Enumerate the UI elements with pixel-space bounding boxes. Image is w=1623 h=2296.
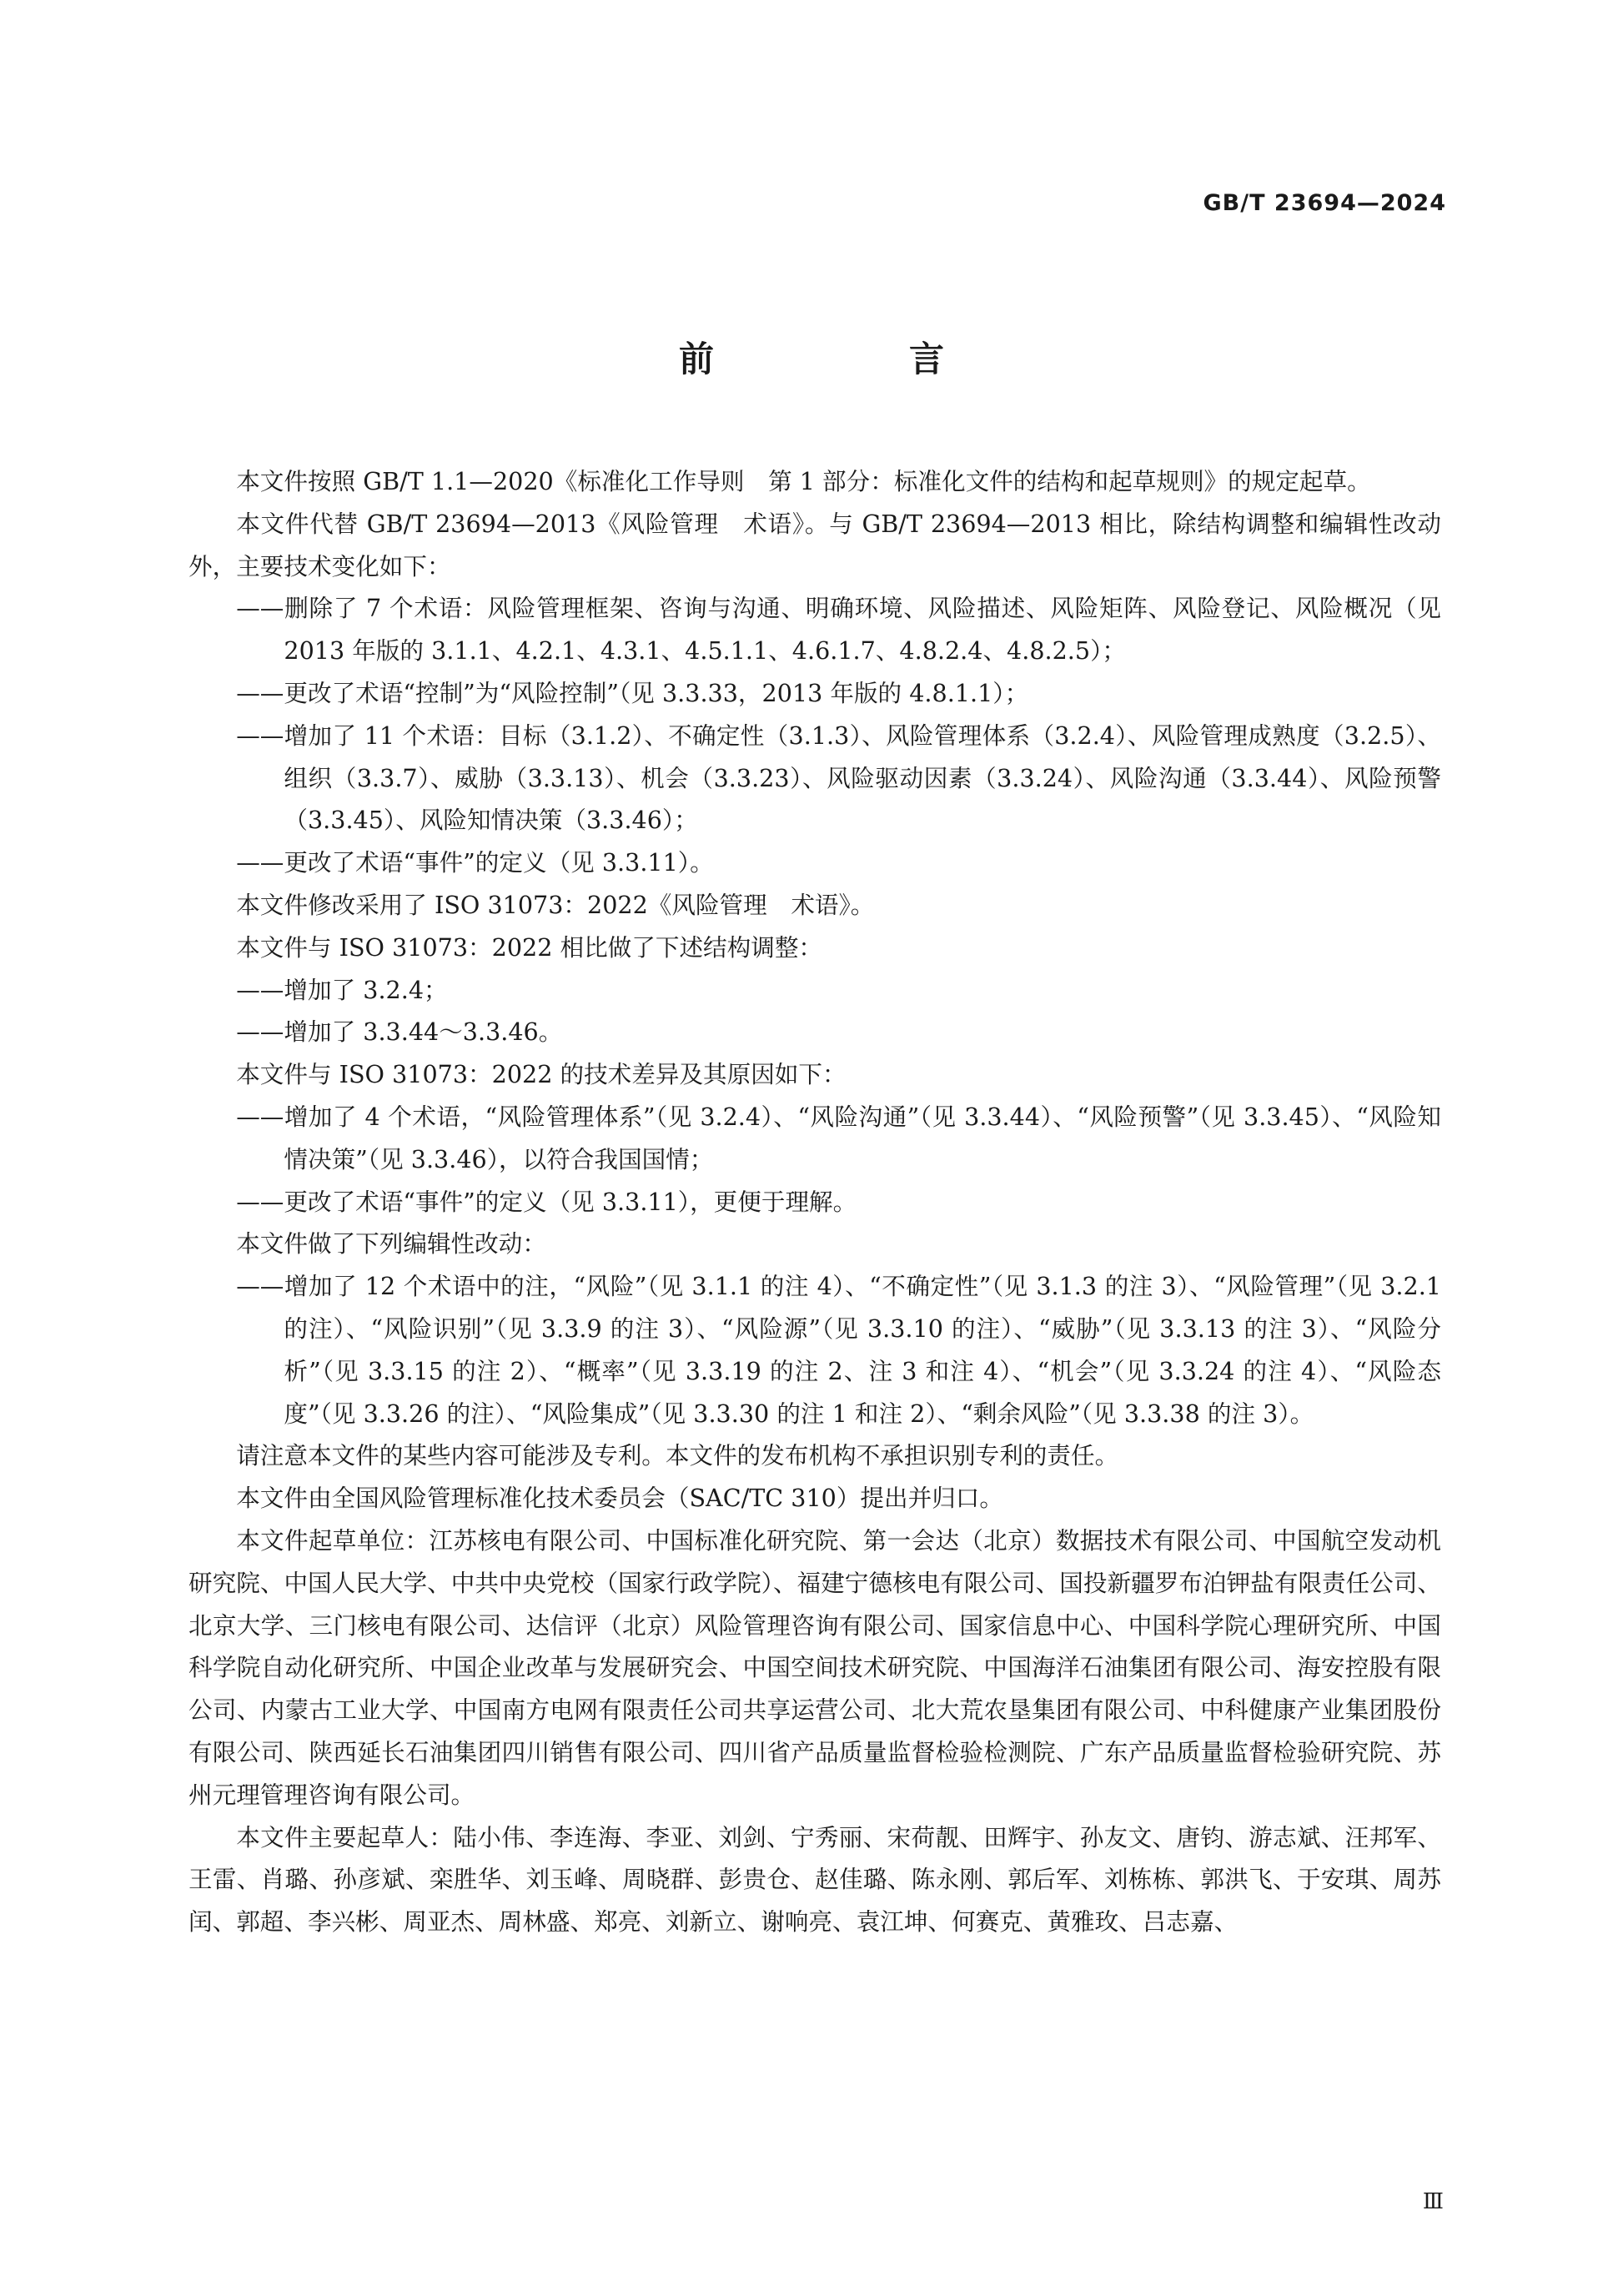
list-item-added-4-terms: ——增加了 4 个术语，“风险管理体系”（见 3.2.4）、“风险沟通”（见 3.3.44）、“风险预警”（见 3.3.45）、“风险知情决策”（见 3.3.46），以符合我国国情； <box>236 1102 1441 1173</box>
list-item-added-3-3-44: ——增加了 3.3.44～3.3.46。 <box>236 1017 563 1047</box>
list-item-deleted-terms: ——删除了 7 个术语：风险管理框架、咨询与沟通、明确环境、风险描述、风险矩阵、风险登记、风险概况（见 2013 年版的 3.1.1、4.2.1、4.3.1、4.5.1.1、4.6.1.7、4.8.2.4、4.8.2.5）； <box>236 594 1441 666</box>
list-item-changed-control: ——更改了术语“控制”为“风险控制”（见 3.3.33，2013 年版的 4.8.1.1）； <box>236 678 1029 707</box>
paragraph-replacement: 本文件代替 GB/T 23694—2013《风险管理 术语》。与 GB/T 23694—2013 相比，除结构调整和编辑性改动外，主要技术变化如下： <box>188 509 1441 580</box>
list-item-added-terms: ——增加了 11 个术语：目标（3.1.2）、不确定性（3.1.3）、风险管理体系（3.2.4）、风险管理成熟度（3.2.5）、组织（3.3.7）、威胁（3.3.13）、机会（3.3.23）、风险驱动因素（3.3.24）、风险沟通（3.3.44）、风险预警（3.3.45）、风险知情决策（3.3.46）； <box>236 721 1441 835</box>
paragraph-adoption: 本文件修改采用了 ISO 31073：2022《风险管理 术语》。 <box>236 890 875 919</box>
paragraph-drafting-basis: 本文件按照 GB/T 1.1—2020《标准化工作导则 第 1 部分：标准化文件的结构和起草规则》的规定起草。 <box>236 467 1371 495</box>
page-number: Ⅲ <box>1422 2189 1444 2214</box>
paragraph-drafters: 本文件主要起草人：陆小伟、李连海、李亚、刘剑、宁秀丽、宋荷靓、田辉宇、孙友文、唐钧、游志斌、汪邦军、王雷、肖璐、孙彦斌、栾胜华、刘玉峰、周晓群、彭贵仓、赵佳璐、陈永刚、郭后军、刘栋栋、郭洪飞、于安琪、周苏闰、郭超、李兴彬、周亚杰、周林盛、郑亮、刘新立、谢响亮、袁江坤、何赛克、黄雅玫、吕志嘉、 <box>188 1822 1441 1937</box>
standard-code: GB/T 23694—2024 <box>1203 190 1446 216</box>
paragraph-drafting-units: 本文件起草单位：江苏核电有限公司、中国标准化研究院、第一会达（北京）数据技术有限公司、中国航空发动机研究院、中国人民大学、中共中央党校（国家行政学院）、福建宁德核电有限公司、国投新疆罗布泊钾盐有限责任公司、北京大学、三门核电有限公司、达信评（北京）风险管理咨询有限公司、国家信息中心、中国科学院心理研究所、中国科学院自动化研究所、中国企业改革与发展研究会、中国空间技术研究院、中国海洋石油集团有限公司、海安控股有限公司、内蒙古工业大学、中国南方电网有限责任公司共享运营公司、北大荒农垦集团有限公司、中科健康产业集团股份有限公司、陕西延长石油集团四川销售有限公司、四川省产品质量监督检验检测院、广东产品质量监督检验研究院、苏州元理管理咨询有限公司。 <box>188 1525 1441 1809</box>
list-item-added-notes: ——增加了 12 个术语中的注，“风险”（见 3.1.1 的注 4）、“不确定性”（见 3.1.3 的注 3）、“风险管理”（见 3.2.1 的注）、“风险识别”（见 3.3.9 的注 3）、“风险源”（见 3.3.10 的注）、“威胁”（见 3.3.13 的注 3）、“风险分析”（见 3.3.15 的注 2）、“概率”（见 3.3.19 的注 2、注 3 和注 4）、“机会”（见 3.3.24 的注 4）、“风险态度”（见 3.3.26 的注）、“风险集成”（见 3.3.30 的注 1 和注 2）、“剩余风险”（见 3.3.38 的注 3）。 <box>236 1272 1441 1428</box>
paragraph-technical-differences: 本文件与 ISO 31073：2022 的技术差异及其原因如下： <box>236 1060 847 1089</box>
paragraph-structure-adjustment: 本文件与 ISO 31073：2022 相比做了下述结构调整： <box>236 932 823 962</box>
list-item-event-definition: ——更改了术语“事件”的定义（见 3.3.11），更便于理解。 <box>236 1187 857 1216</box>
paragraph-committee: 本文件由全国风险管理标准化技术委员会（SAC/TC 310）提出并归口。 <box>236 1484 1003 1513</box>
document-body <box>188 460 1441 1943</box>
list-item-changed-event: ——更改了术语“事件”的定义（见 3.3.11）。 <box>236 848 714 877</box>
page-title: 前 言 <box>678 339 1024 379</box>
paragraph-patent-notice: 请注意本文件的某些内容可能涉及专利。本文件的发布机构不承担识别专利的责任。 <box>236 1441 1119 1470</box>
list-item-added-3-2-4: ——增加了 3.2.4； <box>236 975 448 1004</box>
paragraph-editorial-changes: 本文件做了下列编辑性改动： <box>236 1229 546 1259</box>
